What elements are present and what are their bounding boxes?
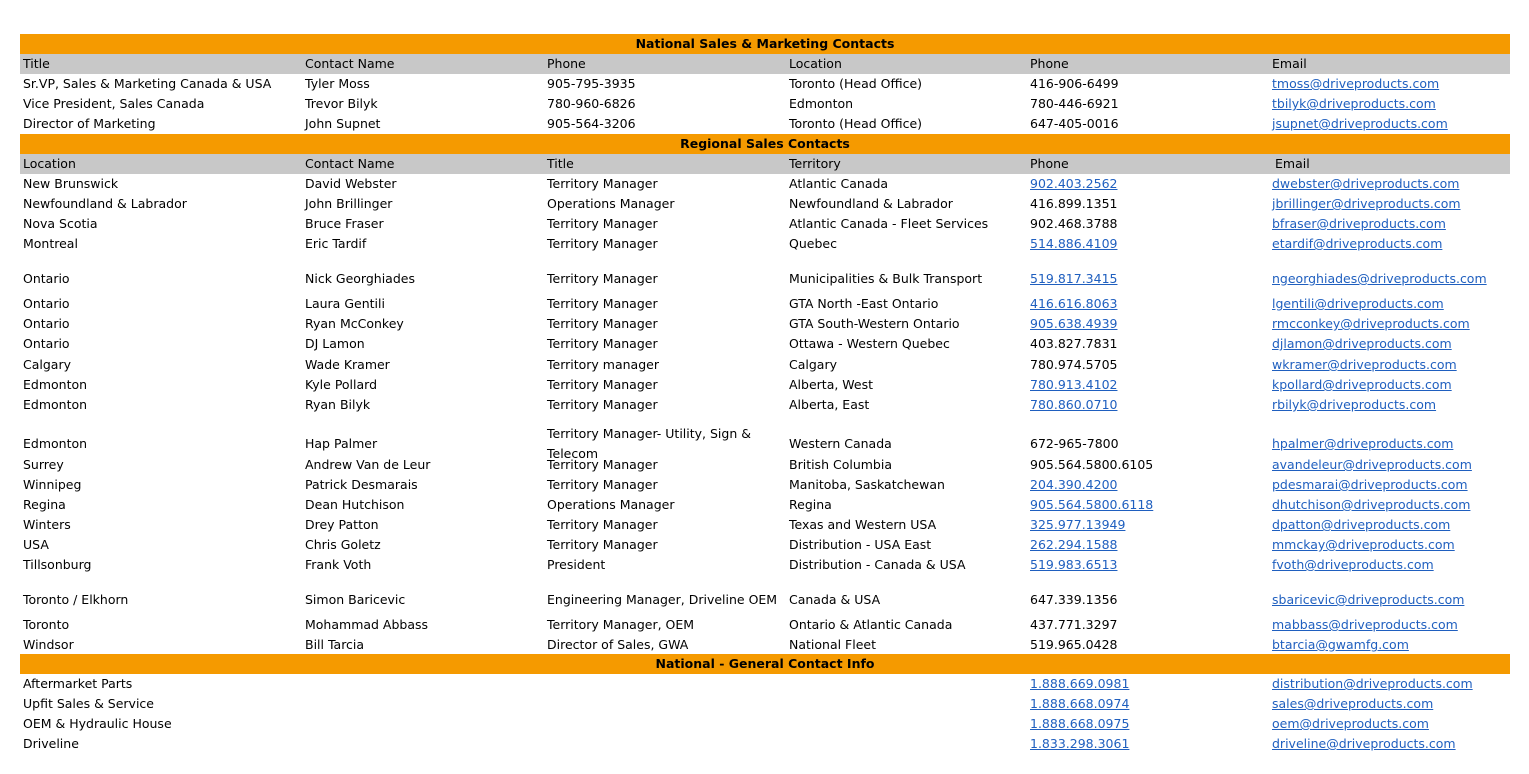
cell-c5: 780.974.5705 bbox=[1030, 357, 1118, 372]
cell-c1: OEM & Hydraulic House bbox=[23, 716, 172, 731]
cell-c3: Territory Manager bbox=[547, 377, 658, 392]
email-link[interactable]: oem@driveproducts.com bbox=[1272, 716, 1429, 731]
national-section-header bbox=[20, 34, 1510, 54]
cell-c4: Western Canada bbox=[789, 436, 892, 451]
cell-c3: Territory Manager bbox=[547, 457, 658, 472]
email-link[interactable]: kpollard@driveproducts.com bbox=[1272, 377, 1452, 392]
email-link[interactable]: jsupnet@driveproducts.com bbox=[1272, 116, 1448, 131]
email-link[interactable]: dpatton@driveproducts.com bbox=[1272, 517, 1451, 532]
cell-c5: 672-965-7800 bbox=[1030, 436, 1119, 451]
regional-row bbox=[20, 475, 1510, 495]
regional-row bbox=[20, 585, 1510, 615]
cell-c4: Edmonton bbox=[789, 96, 854, 111]
cell-c3: Territory Manager, OEM bbox=[547, 617, 695, 632]
cell-c2: Kyle Pollard bbox=[305, 377, 378, 392]
phone-link[interactable]: 416.616.8063 bbox=[1030, 296, 1118, 311]
regional-section-header bbox=[20, 134, 1510, 154]
email-link[interactable]: avandeleur@driveproducts.com bbox=[1272, 457, 1472, 472]
regional-row bbox=[20, 334, 1510, 354]
cell-c4: Manitoba, Saskatchewan bbox=[789, 477, 945, 492]
cell-c5: 416.899.1351 bbox=[1030, 196, 1118, 211]
email-link[interactable]: mabbass@driveproducts.com bbox=[1272, 617, 1458, 632]
phone-link[interactable]: 780.913.4102 bbox=[1030, 377, 1118, 392]
phone-link[interactable]: 905.564.5800.6118 bbox=[1030, 497, 1154, 512]
cell-c4: Regina bbox=[789, 497, 832, 512]
cell-c2: Frank Voth bbox=[305, 557, 372, 572]
regional-row bbox=[20, 234, 1510, 254]
phone-link[interactable]: 1.833.298.3061 bbox=[1030, 736, 1130, 751]
cell-c5: 902.468.3788 bbox=[1030, 216, 1118, 231]
regional-row bbox=[20, 375, 1510, 395]
email-link[interactable]: hpalmer@driveproducts.com bbox=[1272, 436, 1454, 451]
col-header-contact-name: Contact Name bbox=[305, 56, 395, 71]
cell-c2: John Supnet bbox=[305, 116, 381, 131]
cell-c1: USA bbox=[23, 537, 49, 552]
cell-c3: Director of Sales, GWA bbox=[547, 637, 689, 652]
phone-link[interactable]: 519.817.3415 bbox=[1030, 271, 1118, 286]
regional-row bbox=[20, 635, 1510, 655]
general-row bbox=[20, 714, 1510, 734]
email-link[interactable]: jbrillinger@driveproducts.com bbox=[1272, 196, 1461, 211]
cell-c2: Chris Goletz bbox=[305, 537, 381, 552]
general-section-title: National - General Contact Info bbox=[655, 656, 875, 671]
regional-row bbox=[20, 194, 1510, 214]
national-row bbox=[20, 94, 1510, 114]
col-header-phone: Phone bbox=[1030, 156, 1069, 171]
cell-c2: David Webster bbox=[305, 176, 397, 191]
email-link[interactable]: tbilyk@driveproducts.com bbox=[1272, 96, 1436, 111]
col-header-email: Email bbox=[1275, 156, 1310, 171]
cell-c4: Distribution - Canada & USA bbox=[789, 557, 966, 572]
cell-c3: Territory Manager bbox=[547, 216, 658, 231]
cell-c4: National Fleet bbox=[789, 637, 877, 652]
phone-link[interactable]: 325.977.13949 bbox=[1030, 517, 1126, 532]
cell-c3: Territory Manager bbox=[547, 517, 658, 532]
cell-c1: Calgary bbox=[23, 357, 71, 372]
cell-c1: Upfit Sales & Service bbox=[23, 696, 154, 711]
email-link[interactable]: distribution@driveproducts.com bbox=[1272, 676, 1473, 691]
cell-c2: John Brillinger bbox=[305, 196, 393, 211]
cell-c3: Territory Manager bbox=[547, 316, 658, 331]
regional-row bbox=[20, 615, 1510, 635]
phone-link[interactable]: 1.888.668.0974 bbox=[1030, 696, 1130, 711]
general-row bbox=[20, 674, 1510, 694]
phone-link[interactable]: 514.886.4109 bbox=[1030, 236, 1118, 251]
cell-c3: Territory Manager bbox=[547, 176, 658, 191]
regional-row bbox=[20, 294, 1510, 314]
email-link[interactable]: sbaricevic@driveproducts.com bbox=[1272, 592, 1465, 607]
cell-c5: 416-906-6499 bbox=[1030, 76, 1119, 91]
cell-c4: Quebec bbox=[789, 236, 837, 251]
general-row bbox=[20, 734, 1510, 754]
cell-c2: Drey Patton bbox=[305, 517, 379, 532]
cell-c2: Wade Kramer bbox=[305, 357, 390, 372]
regional-row bbox=[20, 314, 1510, 334]
cell-c5: 519.965.0428 bbox=[1030, 637, 1118, 652]
cell-c1: Ontario bbox=[23, 336, 70, 351]
cell-c4: British Columbia bbox=[789, 457, 892, 472]
cell-c4: Alberta, West bbox=[789, 377, 874, 392]
national-row bbox=[20, 74, 1510, 94]
cell-c3: Territory Manager bbox=[547, 236, 658, 251]
cell-c3: Territory manager bbox=[547, 357, 659, 372]
cell-c1: New Brunswick bbox=[23, 176, 119, 191]
cell-c4: Texas and Western USA bbox=[789, 517, 937, 532]
regional-row bbox=[20, 174, 1510, 194]
cell-c1: Nova Scotia bbox=[23, 216, 98, 231]
cell-c4: Toronto (Head Office) bbox=[789, 76, 923, 91]
regional-row bbox=[20, 515, 1510, 535]
col-header-location: Location bbox=[789, 56, 842, 71]
cell-c3: Territory Manager bbox=[547, 397, 658, 412]
email-link[interactable]: pdesmarai@driveproducts.com bbox=[1272, 477, 1468, 492]
cell-c4: Atlantic Canada - Fleet Services bbox=[789, 216, 989, 231]
cell-c1: Ontario bbox=[23, 316, 70, 331]
cell-c1: Montreal bbox=[23, 236, 78, 251]
email-link[interactable]: btarcia@gwamfg.com bbox=[1272, 637, 1409, 652]
cell-c4: GTA North -East Ontario bbox=[789, 296, 939, 311]
email-link[interactable]: ngeorghiades@driveproducts.com bbox=[1272, 271, 1487, 286]
cell-c2: Hap Palmer bbox=[305, 436, 378, 451]
phone-link[interactable]: 262.294.1588 bbox=[1030, 537, 1118, 552]
cell-c1: Toronto bbox=[23, 617, 70, 632]
col-header-title: Title bbox=[547, 156, 574, 171]
col-header-contact-name: Contact Name bbox=[305, 156, 395, 171]
cell-c1: Winnipeg bbox=[23, 477, 82, 492]
cell-c3: Territory Manager bbox=[547, 477, 658, 492]
email-link[interactable]: mmckay@driveproducts.com bbox=[1272, 537, 1455, 552]
cell-c2: Laura Gentili bbox=[305, 296, 385, 311]
cell-c1: Edmonton bbox=[23, 436, 88, 451]
email-link[interactable]: wkramer@driveproducts.com bbox=[1272, 357, 1457, 372]
cell-c1: Vice President, Sales Canada bbox=[23, 96, 205, 111]
regional-row bbox=[20, 264, 1510, 294]
cell-c1: Director of Marketing bbox=[23, 116, 156, 131]
cell-c1: Tillsonburg bbox=[23, 557, 92, 572]
cell-c3: 905-795-3935 bbox=[547, 76, 636, 91]
col-header-title: Title bbox=[23, 56, 50, 71]
cell-c2: Patrick Desmarais bbox=[305, 477, 418, 492]
national-section-title: National Sales & Marketing Contacts bbox=[635, 36, 895, 51]
cell-c3: Territory Manager bbox=[547, 271, 658, 286]
cell-c3: Territory Manager- Utility, Sign & Telecom bbox=[547, 426, 751, 461]
phone-link[interactable]: 204.390.4200 bbox=[1030, 477, 1118, 492]
cell-c1: Ontario bbox=[23, 296, 70, 311]
cell-c2: Nick Georghiades bbox=[305, 271, 415, 286]
cell-c2: DJ Lamon bbox=[305, 336, 365, 351]
col-header-territory: Territory bbox=[789, 156, 841, 171]
cell-c1: Sr.VP, Sales & Marketing Canada & USA bbox=[23, 76, 272, 91]
cell-c4: Canada & USA bbox=[789, 592, 881, 607]
cell-c3: President bbox=[547, 557, 606, 572]
email-link[interactable]: fvoth@driveproducts.com bbox=[1272, 557, 1434, 572]
cell-c3: Engineering Manager, Driveline OEM bbox=[547, 592, 778, 607]
phone-link[interactable]: 905.638.4939 bbox=[1030, 316, 1118, 331]
cell-c5: 403.827.7831 bbox=[1030, 336, 1118, 351]
cell-c2: Bill Tarcia bbox=[305, 637, 365, 652]
regional-row bbox=[20, 395, 1510, 415]
regional-column-headers bbox=[20, 154, 1510, 174]
cell-c4: Calgary bbox=[789, 357, 837, 372]
email-link[interactable]: djlamon@driveproducts.com bbox=[1272, 336, 1452, 351]
cell-c4: Distribution - USA East bbox=[789, 537, 932, 552]
phone-link[interactable]: 1.888.669.0981 bbox=[1030, 676, 1130, 691]
cell-c2: Dean Hutchison bbox=[305, 497, 405, 512]
cell-c5: 647-405-0016 bbox=[1030, 116, 1119, 131]
cell-c4: Municipalities & Bulk Transport bbox=[789, 271, 983, 286]
phone-link[interactable]: 902.403.2562 bbox=[1030, 176, 1118, 191]
col-header-email: Email bbox=[1272, 56, 1307, 71]
cell-c3: 780-960-6826 bbox=[547, 96, 636, 111]
general-row bbox=[20, 694, 1510, 714]
cell-c2: Ryan McConkey bbox=[305, 316, 404, 331]
cell-c4: Ontario & Atlantic Canada bbox=[789, 617, 953, 632]
cell-c2: Eric Tardif bbox=[305, 236, 367, 251]
email-link[interactable]: lgentili@driveproducts.com bbox=[1272, 296, 1444, 311]
phone-link[interactable]: 519.983.6513 bbox=[1030, 557, 1118, 572]
regional-section-title: Regional Sales Contacts bbox=[680, 136, 850, 151]
cell-c1: Edmonton bbox=[23, 377, 88, 392]
regional-row bbox=[20, 214, 1510, 234]
cell-c1: Edmonton bbox=[23, 397, 88, 412]
regional-row bbox=[20, 355, 1510, 375]
cell-c5: 437.771.3297 bbox=[1030, 617, 1118, 632]
cell-c2: Andrew Van de Leur bbox=[305, 457, 431, 472]
cell-c2: Simon Baricevic bbox=[305, 592, 406, 607]
cell-c1: Ontario bbox=[23, 271, 70, 286]
cell-c2: Bruce Fraser bbox=[305, 216, 384, 231]
cell-c4: Alberta, East bbox=[789, 397, 870, 412]
cell-c5: 905.564.5800.6105 bbox=[1030, 457, 1154, 472]
cell-c5: 647.339.1356 bbox=[1030, 592, 1118, 607]
email-link[interactable]: etardif@driveproducts.com bbox=[1272, 236, 1443, 251]
cell-c2: Trevor Bilyk bbox=[305, 96, 378, 111]
cell-c1: Newfoundland & Labrador bbox=[23, 196, 187, 211]
regional-row bbox=[20, 455, 1510, 475]
email-link[interactable]: dhutchison@driveproducts.com bbox=[1272, 497, 1471, 512]
cell-c4: Atlantic Canada bbox=[789, 176, 889, 191]
col-header-phone: Phone bbox=[547, 56, 586, 71]
phone-link[interactable]: 1.888.668.0975 bbox=[1030, 716, 1130, 731]
cell-c1: Toronto / Elkhorn bbox=[23, 592, 129, 607]
cell-c3: Territory Manager bbox=[547, 296, 658, 311]
cell-c1: Winters bbox=[23, 517, 71, 532]
cell-c2: Ryan Bilyk bbox=[305, 397, 371, 412]
email-link[interactable]: tmoss@driveproducts.com bbox=[1272, 76, 1440, 91]
regional-row bbox=[20, 495, 1510, 515]
email-link[interactable]: bfraser@driveproducts.com bbox=[1272, 216, 1446, 231]
cell-c4: Newfoundland & Labrador bbox=[789, 196, 953, 211]
cell-c4: Toronto (Head Office) bbox=[789, 116, 923, 131]
cell-c1: Regina bbox=[23, 497, 66, 512]
email-link[interactable]: dwebster@driveproducts.com bbox=[1272, 176, 1460, 191]
regional-row bbox=[20, 535, 1510, 555]
cell-c1: Windsor bbox=[23, 637, 74, 652]
cell-c4: GTA South-Western Ontario bbox=[789, 316, 960, 331]
cell-c3: Territory Manager bbox=[547, 336, 658, 351]
cell-c1: Surrey bbox=[23, 457, 64, 472]
phone-link[interactable]: 780.860.0710 bbox=[1030, 397, 1118, 412]
regional-row bbox=[20, 555, 1510, 575]
email-link[interactable]: driveline@driveproducts.com bbox=[1272, 736, 1456, 751]
cell-c3: Operations Manager bbox=[547, 196, 675, 211]
email-link[interactable]: sales@driveproducts.com bbox=[1272, 696, 1434, 711]
cell-c4: Ottawa - Western Quebec bbox=[789, 336, 950, 351]
cell-c3: 905-564-3206 bbox=[547, 116, 636, 131]
cell-c1: Aftermarket Parts bbox=[23, 676, 133, 691]
cell-c2: Mohammad Abbass bbox=[305, 617, 429, 632]
national-column-headers bbox=[20, 54, 1510, 74]
email-link[interactable]: rbilyk@driveproducts.com bbox=[1272, 397, 1437, 412]
cell-c1: Driveline bbox=[23, 736, 79, 751]
cell-c2: Tyler Moss bbox=[305, 76, 370, 91]
national-row bbox=[20, 114, 1510, 134]
col-header-phone-2: Phone bbox=[1030, 56, 1069, 71]
cell-c3: Territory Manager bbox=[547, 537, 658, 552]
cell-c5: 780-446-6921 bbox=[1030, 96, 1119, 111]
general-section-header bbox=[20, 654, 1510, 674]
cell-c3: Operations Manager bbox=[547, 497, 675, 512]
email-link[interactable]: rmcconkey@driveproducts.com bbox=[1272, 316, 1470, 331]
col-header-location: Location bbox=[23, 156, 76, 171]
